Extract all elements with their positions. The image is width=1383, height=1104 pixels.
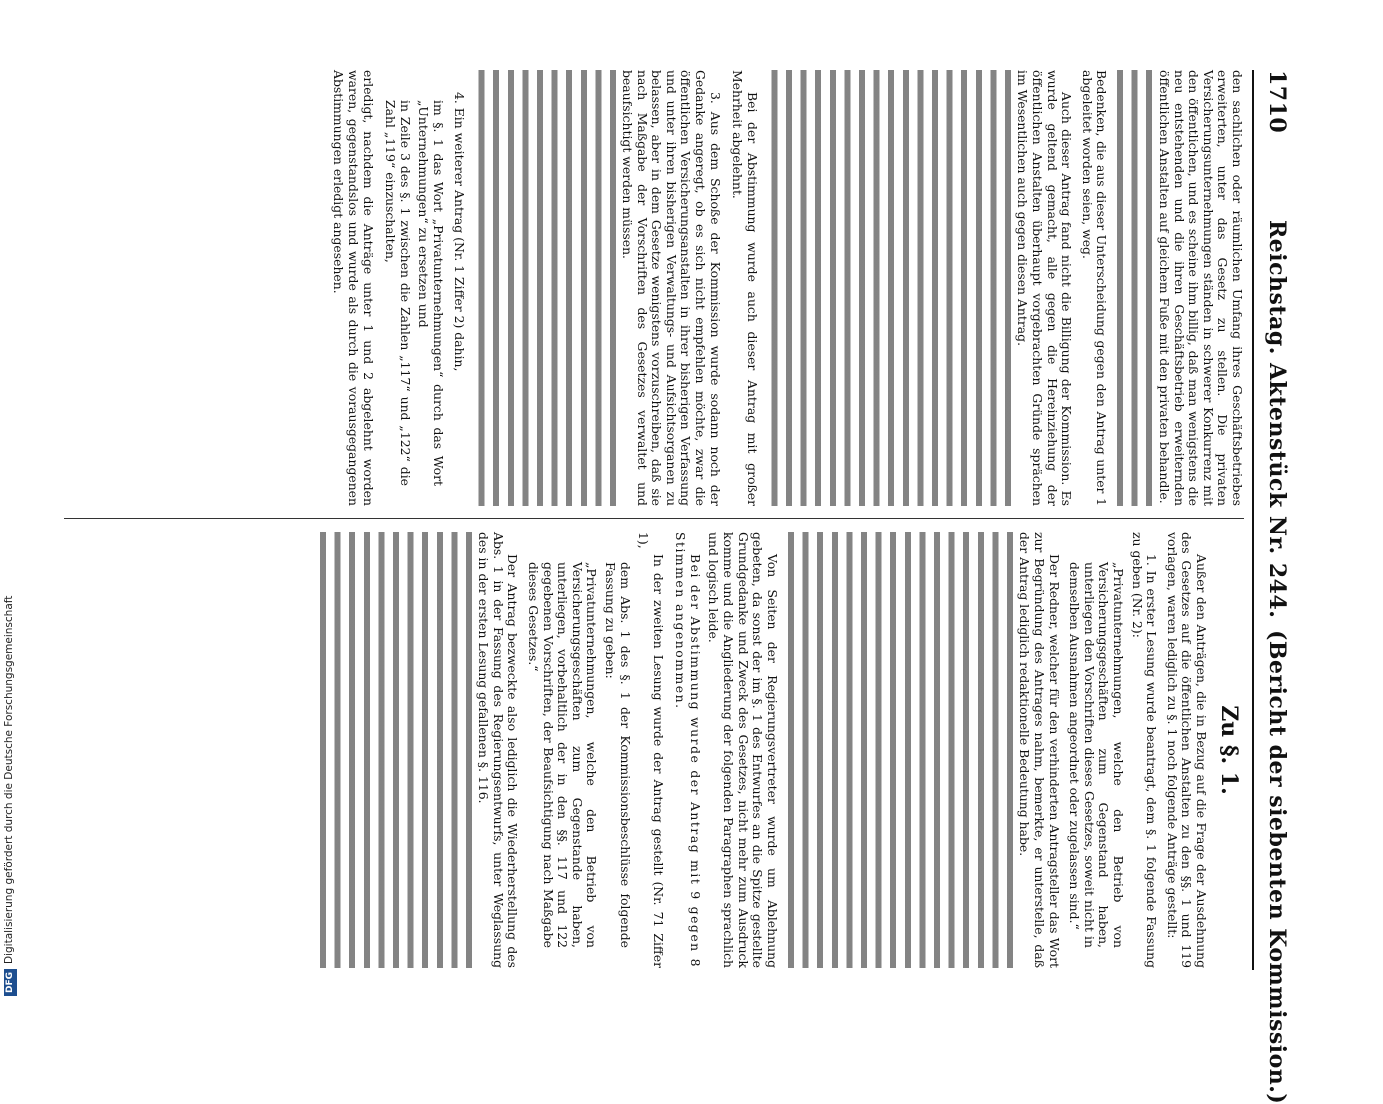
paragraph: erledigt, nachdem die Anträge unter 1 und 2 abgelehnt worden waren, gegenstandslos und wurde als durch die vorausgegangenen Abstimmungen erledigt angesehen.	[331, 70, 376, 506]
text-block	[316, 532, 476, 968]
section-heading: Zu §. 1.	[1216, 705, 1242, 795]
digitization-credit	[3, 16, 17, 996]
paragraph: Außer den Anträgen, die in Bezug auf die Frage der Ausdehnung des Gesetzes auf die öffentlichen Anstalten zu den §§. 1 und 119 vorlagen, waren lediglich zu §. 1 noch folgende Anträge gestellt:	[1164, 532, 1209, 968]
page-number: 1710	[1264, 70, 1290, 134]
quoted-amendment: in Zeile 3 des §. 1 zwischen die Zahlen „117“ und „122“ die Zahl „119“ einzuschalten,	[383, 100, 413, 486]
header-subtitle: (Bericht der siebenten Kommission.)	[1264, 630, 1290, 1104]
paragraph: 4. Ein weiterer Antrag (Nr. 1 Ziffer 2) dahin,	[451, 92, 467, 372]
quoted-amendment: im §. 1 das Wort „Privatunternehmungen“ durch das Wort „Unternehmungen“ zu ersetzen und	[416, 100, 446, 486]
paragraph: 3. Aus dem Schoße der Kommission wurde sodann noch der Gedanke angeregt, ob es sich nicht empfehlen möchte, zwar die öffentlichen Versicherungsanstalten in ihrer bisherigen Verfassung und unter ihren bisherigen Verwaltungs- und Aufsichtsorganen zu belassen, aber in dem Gesetze wenigstens vorzuschreiben, daß sie nach Maßgabe der Vorschriften des Gesetzes verwaltet und beaufsichtigt werden müssen.	[620, 70, 723, 506]
paragraph: Bei der Abstimmung wurde auch dieser Antrag mit großer Mehrheit abgelehnt.	[730, 70, 760, 506]
paragraph: In der zweiten Lesung wurde der Antrag gestellt (Nr. 71 Ziffer 1),	[636, 532, 666, 968]
column-divider	[64, 518, 1244, 519]
text-block	[1112, 70, 1156, 506]
right-column	[64, 532, 1244, 968]
paragraph: Der Redner, welcher für den verhinderten Antragsteller das Wort zur Begründung des Antrages nahm, bemerkte, er unterstelle, daß der Antrag lediglich redaktionelle Bedeutung habe.	[1017, 532, 1062, 968]
paragraph: Bedenken, die aus dieser Unterscheidung gegen den Antrag unter 1 abgeleitet worden seien, weg.	[1079, 70, 1110, 506]
paragraph: Der Antrag bezweckte also lediglich die Wiederherstellung des Abs. 1 in der Fassung des Regierungsentwurfs, unter Weglassung des in der ersten Lesung gefallenen §. 116.	[476, 532, 521, 968]
paragraph: Auch dieser Antrag fand nicht die Billigung der Kommission. Es wurde geltend gemacht, alle gegen die Hereinziehung der öffentlichen Anstalten überhaupt vorgebrachten Gründe sprächen im Wesentlichen auch gegen diesen Antrag.	[1015, 70, 1075, 506]
quoted-amendment: „Privatunternehmungen, welche den Betrieb von Versicherungsgeschäften zum Gegenstande haben, unterliegen, vorbehaltlich der in den §§. 117 und 122 gegebenen Vorschriften, der Beaufsichtigung nach Maßgabe dieses Gesetzes.“	[525, 562, 600, 948]
credit-text: Digitalisierung gefördert durch die Deutsche Forschungsgemeinschaft	[3, 595, 15, 964]
vote-result: Bei der Abstimmung wurde der Antrag mit 9 gegen 8 Stimmen angenommen.	[673, 532, 703, 968]
text-block	[785, 532, 1017, 968]
text-block	[765, 70, 1015, 506]
digitization-credit-strip	[0, 0, 20, 1000]
list-item: 1. In erster Lesung wurde beantragt, dem §. 1 folgende Fassung zu geben (Nr. 2):	[1129, 532, 1160, 968]
paragraph: dem Abs. 1 des §. 1 der Kommissionsbeschlüsse folgende Fassung zu geben:	[602, 562, 633, 948]
paragraph: Von Seiten der Regierungsvertreter wurde um Ablehnung gebeten, da sonst der im §. 1 des Entwurfes an die Spitze gestellte Grundgedanke und Zweck des Gesetzes, nicht mehr zum Ausdruck komme und die Angliederung der folgenden Paragraphen sprachlich und logisch leide.	[706, 532, 780, 968]
text-block	[474, 70, 620, 506]
running-header	[1254, 70, 1294, 1104]
header-rule	[1252, 70, 1254, 970]
paragraph: den sachlichen oder räumlichen Umfang ihres Geschäftsbetriebes erweiterten, unter das Gesetz zu stellen. Die privaten Versicherungsunternehmungen ständen in schwerer Konkurrenz mit den öffentlichen, und es scheine ihm billig, daß man wenigstens die neu entstehenden und die ihren Geschäftsbetrieb erweiternden öffentlichen Anstalten auf gleichem Fuße mit den privaten behandle.	[1157, 70, 1245, 506]
quoted-amendment: „Privatunternehmungen, welche den Betrieb von Versicherungsgeschäften zum Gegenstand haben, unterliegen den Vorschriften dieses Gesetzes, soweit nicht in demselben Ausnahmen angeordnet oder zugelassen sind.“	[1067, 562, 1127, 948]
header-title: Reichstag. Aktenstück Nr. 244.	[1264, 220, 1290, 619]
left-column	[64, 70, 1244, 506]
dfg-logo: DFG	[4, 969, 17, 996]
